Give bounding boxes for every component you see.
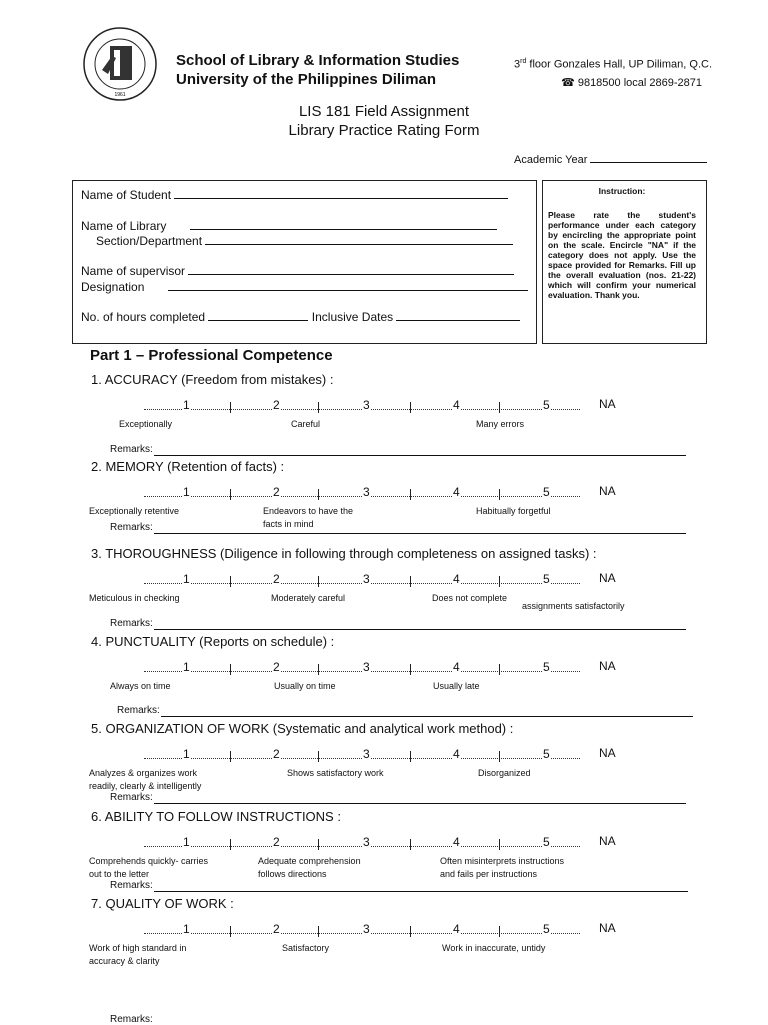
rating-point-3[interactable]: 3 (363, 835, 370, 849)
rating-scale (144, 749, 580, 763)
scale-tick (318, 926, 319, 937)
question-title: 5. ORGANIZATION OF WORK (Systematic and analytical work method) : (91, 721, 514, 736)
rating-point-1[interactable]: 1 (183, 485, 190, 499)
rating-point-1[interactable]: 1 (183, 835, 190, 849)
rating-point-3[interactable]: 3 (363, 572, 370, 586)
instruction-heading: Instruction: (598, 186, 646, 196)
remarks-label: Remarks: (110, 444, 153, 455)
scale-tick (410, 402, 411, 413)
anchor-mid: Moderately careful (271, 593, 346, 603)
rating-point-2[interactable]: 2 (273, 572, 280, 586)
library-row: Name of Library (81, 218, 497, 233)
inclusive-dates-field[interactable] (396, 309, 520, 321)
scale-tick (318, 664, 319, 675)
scale-tick (410, 751, 411, 762)
form-subtitle: Library Practice Rating Form (288, 122, 480, 139)
rating-point-3[interactable]: 3 (363, 398, 370, 412)
anchor-mid: Adequate comprehension follows directions (258, 856, 361, 879)
rating-point-5[interactable]: 5 (543, 485, 550, 499)
rating-point-4[interactable]: 4 (453, 747, 460, 761)
address-block (514, 53, 712, 92)
rating-point-4[interactable]: 4 (453, 485, 460, 499)
rating-point-3[interactable]: 3 (363, 922, 370, 936)
rating-na[interactable]: NA (599, 834, 616, 848)
scale-tick (230, 926, 231, 937)
scale-tick (499, 489, 500, 500)
remarks-label: Remarks: (110, 618, 153, 629)
remarks-label: Remarks: (117, 705, 160, 716)
school-name-block (176, 51, 459, 89)
anchor-mid: Endeavors to have the facts in mind (263, 506, 354, 529)
section-row: Section/Department (96, 233, 513, 248)
remarks-field[interactable] (161, 716, 693, 717)
anchor-low: Many errors (476, 419, 525, 429)
school-name: School of Library & Information Studies (176, 52, 460, 69)
seal-year: 1961 (114, 92, 126, 98)
rating-point-2[interactable]: 2 (273, 922, 280, 936)
scale-tick (230, 839, 231, 850)
scale-tick (410, 489, 411, 500)
rating-point-5[interactable]: 5 (543, 660, 550, 674)
rating-point-1[interactable]: 1 (183, 572, 190, 586)
scale-tick (230, 664, 231, 675)
question-title: 3. THOROUGHNESS (Diligence in following through completeness on assigned tasks) : (91, 546, 597, 561)
rating-point-3[interactable]: 3 (363, 485, 370, 499)
question-title: 6. ABILITY TO FOLLOW INSTRUCTIONS : (91, 809, 341, 824)
student-row: Name of Student (81, 187, 508, 202)
rating-point-2[interactable]: 2 (273, 660, 280, 674)
anchor-high: Work of high standard in accuracy & clarity (89, 943, 187, 966)
rating-na[interactable]: NA (599, 746, 616, 760)
rating-point-4[interactable]: 4 (453, 835, 460, 849)
rating-point-4[interactable]: 4 (453, 660, 460, 674)
supervisor-row: Name of supervisor (81, 263, 514, 278)
anchor-high: Comprehends quickly- carries out to the letter (89, 856, 209, 879)
student-name-field[interactable] (174, 187, 508, 199)
remarks-label: Remarks: (110, 522, 153, 533)
rating-point-2[interactable]: 2 (273, 835, 280, 849)
rating-point-2[interactable]: 2 (273, 485, 280, 499)
question-title: 1. ACCURACY (Freedom from mistakes) : (91, 372, 334, 387)
section-field[interactable] (205, 233, 513, 245)
scale-tick (318, 489, 319, 500)
rating-na[interactable]: NA (599, 571, 616, 585)
rating-point-5[interactable]: 5 (543, 835, 550, 849)
anchor-high: Meticulous in checking (89, 593, 180, 603)
rating-point-1[interactable]: 1 (183, 660, 190, 674)
school-seal (82, 26, 158, 102)
instruction-body: Please rate the student's performance under each category by encircling the appropriate point on the scale. Encircle "NA" if the category does not apply. Use the space provided for Remarks. Fill up the overall evaluation (nos. 21-22) which will confirm your numerical evaluation. Thank you. (548, 210, 696, 300)
part1-title: Part 1 – Professional Competence (90, 347, 333, 364)
anchor-low: Disorganized (478, 768, 531, 778)
rating-point-2[interactable]: 2 (273, 398, 280, 412)
anchor-low: Does not complete (432, 593, 508, 603)
anchor-low: Habitually forgetful (476, 506, 551, 516)
rating-na[interactable]: NA (599, 484, 616, 498)
remarks-field[interactable] (154, 533, 686, 534)
scale-tick (499, 839, 500, 850)
hours-field[interactable] (208, 309, 308, 321)
scale-tick (230, 576, 231, 587)
rating-point-4[interactable]: 4 (453, 572, 460, 586)
rating-point-4[interactable]: 4 (453, 398, 460, 412)
phone: ☎ 9818500 local 2869-2871 (561, 76, 702, 89)
anchor-mid: Satisfactory (282, 943, 330, 953)
rating-point-5[interactable]: 5 (543, 572, 550, 586)
scale-tick (230, 489, 231, 500)
anchor-low: Work in inaccurate, untidy (442, 943, 546, 953)
anchor-low: Usually late (433, 681, 480, 691)
university-name: University of the Philippines Diliman (176, 71, 437, 88)
scale-tick (499, 664, 500, 675)
scale-tick (230, 402, 231, 413)
scale-tick (318, 576, 319, 587)
hours-row: No. of hours completed Inclusive Dates (81, 309, 520, 324)
anchor-high: Exceptionally retentive (89, 506, 180, 516)
remarks-label: Remarks: (110, 880, 153, 891)
remarks-field[interactable] (154, 803, 686, 804)
scale-tick (318, 751, 319, 762)
rating-scale (144, 574, 580, 588)
rating-point-1[interactable]: 1 (183, 398, 190, 412)
rating-point-2[interactable]: 2 (273, 747, 280, 761)
anchor-high: Exceptionally (119, 419, 173, 429)
rating-scale (144, 662, 580, 676)
scale-tick (230, 751, 231, 762)
rating-scale (144, 487, 580, 501)
anchor-mid: Shows satisfactory work (287, 768, 384, 778)
rating-point-3[interactable]: 3 (363, 747, 370, 761)
address: 3rd floor Gonzales Hall, UP Diliman, Q.C. (514, 58, 712, 71)
scale-tick (499, 402, 500, 413)
remarks-field[interactable] (154, 455, 686, 456)
scale-tick (318, 402, 319, 413)
designation-row: Designation (81, 279, 528, 294)
instruction-text (548, 186, 696, 300)
academic-year-field[interactable] (590, 151, 707, 163)
form-title: LIS 181 Field Assignment (298, 103, 470, 120)
rating-point-5[interactable]: 5 (543, 747, 550, 761)
anchor-high: Always on time (110, 681, 171, 691)
rating-point-5[interactable]: 5 (543, 398, 550, 412)
anchor-mid: Usually on time (274, 681, 336, 691)
anchor-low: Often misinterprets instructions and fails per instructions (440, 856, 565, 879)
remarks-label: Remarks: (110, 1014, 153, 1025)
remarks-field[interactable] (154, 891, 688, 892)
library-name-field[interactable] (190, 218, 497, 230)
rating-scale (144, 400, 580, 414)
scale-tick (499, 751, 500, 762)
question-title: 4. PUNCTUALITY (Reports on schedule) : (91, 634, 335, 649)
rating-point-1[interactable]: 1 (183, 747, 190, 761)
rating-scale (144, 837, 580, 851)
remarks-label: Remarks: (110, 792, 153, 803)
scale-tick (410, 664, 411, 675)
rating-point-1[interactable]: 1 (183, 922, 190, 936)
scale-tick (318, 839, 319, 850)
rating-scale (144, 924, 580, 938)
scale-tick (410, 926, 411, 937)
scale-tick (499, 926, 500, 937)
rating-point-3[interactable]: 3 (363, 660, 370, 674)
anchor-mid: Careful (291, 419, 321, 429)
rating-point-4[interactable]: 4 (453, 922, 460, 936)
scale-tick (410, 576, 411, 587)
scale-tick (410, 839, 411, 850)
academic-year: Academic Year (514, 151, 707, 166)
anchor-low-cont: assignments satisfactorily (522, 601, 625, 611)
anchor-high: Analyzes & organizes work readily, clearly & intelligently (89, 768, 202, 791)
rating-point-5[interactable]: 5 (543, 922, 550, 936)
rating-na[interactable]: NA (599, 921, 616, 935)
question-title: 7. QUALITY OF WORK : (91, 896, 234, 911)
remarks-field[interactable] (154, 629, 686, 630)
phone-icon: ☎ (561, 76, 575, 89)
designation-field[interactable] (168, 279, 528, 291)
rating-na[interactable]: NA (599, 659, 616, 673)
rating-na[interactable]: NA (599, 397, 616, 411)
question-title: 2. MEMORY (Retention of facts) : (91, 459, 285, 474)
scale-tick (499, 576, 500, 587)
supervisor-field[interactable] (188, 263, 514, 275)
